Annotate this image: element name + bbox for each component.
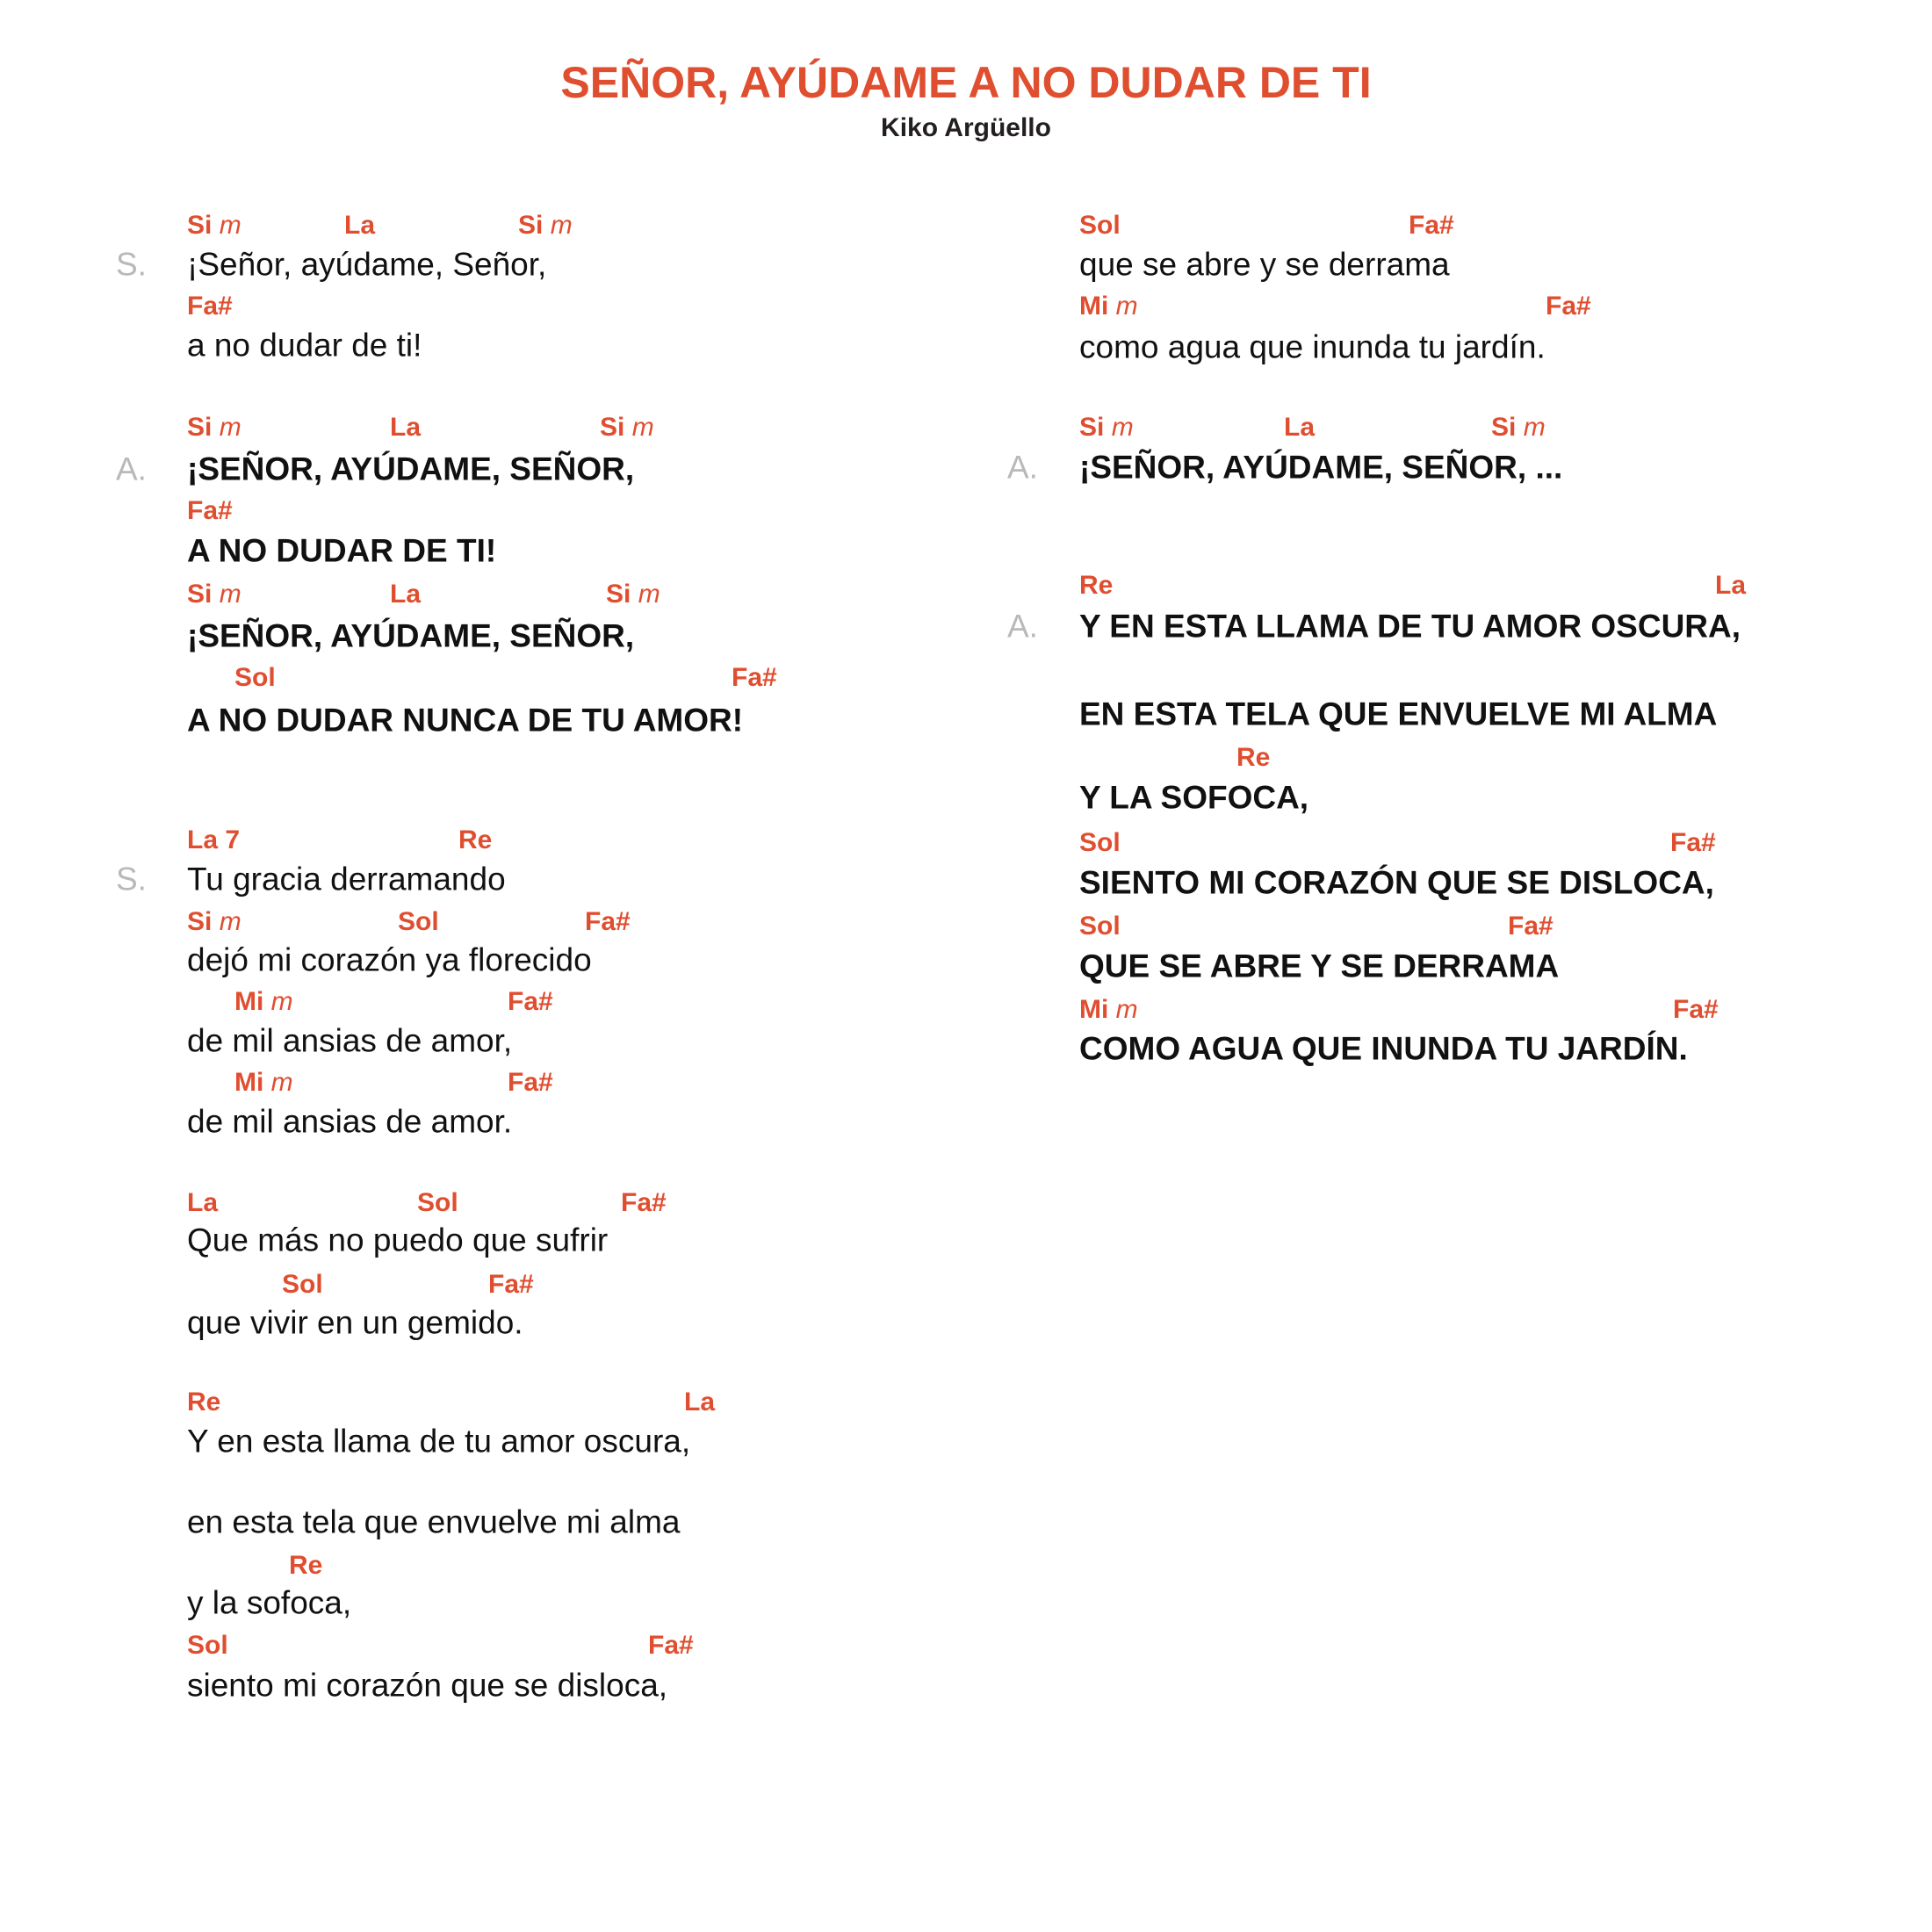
chord-minor-marker: m (631, 413, 654, 442)
chord-root: Fa# (488, 1270, 534, 1299)
chord (648, 1633, 694, 1659)
chord-minor-marker: m (550, 211, 573, 240)
chord-root: Si (1079, 413, 1105, 442)
lyric-line: a no dudar de ti! (187, 327, 422, 364)
lyric-line: Tu gracia derramando (187, 861, 506, 898)
chord (187, 1389, 220, 1416)
chord-root: Re (458, 825, 493, 854)
chord-root: Re (289, 1551, 323, 1580)
chord (390, 415, 421, 441)
chord-root: Re (187, 1388, 221, 1417)
chord-root: Mi (234, 987, 264, 1016)
lyric-line: Que más no puedo que sufrir (187, 1222, 609, 1258)
lyric-line: de mil ansias de amor, (187, 1022, 513, 1059)
chord-root: La (187, 1188, 219, 1217)
chord (1079, 293, 1138, 320)
assembly-lyric-line: SIENTO MI CORAZÓN QUE SE DISLOCA, (1079, 864, 1714, 901)
chord-root: Fa# (1673, 995, 1719, 1024)
chord (1079, 830, 1121, 856)
chord (344, 213, 375, 239)
assembly-lyric-line: A NO DUDAR NUNCA DE TU AMOR! (187, 702, 744, 739)
chord-root: Si (187, 580, 213, 609)
assembly-lyric-line: COMO AGUA QUE INUNDA TU JARDÍN. (1079, 1030, 1688, 1067)
chord-root: Sol (417, 1188, 458, 1217)
chord-root: La (344, 211, 376, 240)
chord-root: Fa# (187, 496, 233, 525)
song-author: Kiko Argüello (881, 113, 1051, 142)
chord (390, 581, 421, 608)
chord-root: Re (1236, 743, 1271, 772)
chord-root: Fa# (1409, 211, 1454, 240)
chord-root: La 7 (187, 825, 241, 854)
chord-root: Mi (1079, 995, 1109, 1024)
assembly-lyric-line: QUE SE ABRE Y SE DERRAMA (1079, 948, 1560, 984)
chord-root: Sol (282, 1270, 323, 1299)
chord-root: Si (187, 211, 213, 240)
lyric-line: y la sofoca, (187, 1584, 352, 1621)
assembly-lyric-line: Y EN ESTA LLAMA DE TU AMOR OSCURA, (1079, 608, 1741, 645)
chord (187, 827, 240, 854)
chord-root: La (684, 1388, 716, 1417)
chord-root: Si (600, 413, 625, 442)
chord (187, 581, 242, 608)
chord-root: Si (606, 580, 631, 609)
chord (187, 213, 242, 239)
chord (187, 415, 242, 441)
chord (1715, 573, 1746, 599)
chord-root: Fa# (187, 292, 233, 321)
chord (1079, 573, 1113, 599)
chord (1236, 745, 1270, 771)
chord-root: La (390, 413, 422, 442)
chord (1079, 213, 1121, 239)
chord (187, 498, 233, 524)
chord-root: Fa# (621, 1188, 667, 1217)
voice-label: A. (116, 451, 147, 487)
chord-root: La (1715, 571, 1747, 600)
chord (234, 989, 293, 1015)
chord (1670, 830, 1716, 856)
chord (518, 213, 573, 239)
chord (234, 1070, 293, 1096)
chord-root: Sol (1079, 912, 1121, 941)
chord (1079, 415, 1134, 441)
chord (508, 1070, 553, 1096)
chord-root: Sol (187, 1631, 228, 1660)
chord-root: Sol (1079, 211, 1121, 240)
chord (234, 665, 276, 691)
chord (187, 1190, 218, 1216)
chord (1491, 415, 1546, 441)
chord-root: Mi (234, 1068, 264, 1097)
chord-root: Fa# (508, 1068, 553, 1097)
chord-minor-marker: m (270, 987, 293, 1016)
chord-root: Fa# (648, 1631, 694, 1660)
voice-label: S. (116, 861, 147, 898)
assembly-lyric-line: EN ESTA TELA QUE ENVUELVE MI ALMA (1079, 696, 1718, 732)
chord-minor-marker: m (219, 907, 242, 936)
song-title: SEÑOR, AYÚDAME A NO DUDAR DE TI (560, 58, 1372, 107)
voice-label: S. (116, 246, 147, 283)
chord (187, 293, 233, 320)
chord-minor-marker: m (1115, 292, 1138, 321)
chord (458, 827, 492, 854)
chord-minor-marker: m (1523, 413, 1546, 442)
chord-root: Si (187, 413, 213, 442)
chord-root: Sol (1079, 828, 1121, 857)
chord-minor-marker: m (1111, 413, 1134, 442)
lyric-line: que se abre y se derrama (1079, 246, 1450, 283)
chord (1546, 293, 1591, 320)
chord-minor-marker: m (1115, 995, 1138, 1024)
assembly-lyric-line: ¡SEÑOR, AYÚDAME, SEÑOR, (187, 451, 635, 487)
chord-minor-marker: m (219, 413, 242, 442)
chord-root: Fa# (1546, 292, 1591, 321)
chord-minor-marker: m (638, 580, 660, 609)
chord (606, 581, 660, 608)
lyric-line: que vivir en un gemido. (187, 1304, 523, 1341)
lyric-line: siento mi corazón que se disloca, (187, 1667, 668, 1704)
chord-root: La (1284, 413, 1316, 442)
chord (398, 909, 439, 935)
chord-minor-marker: m (270, 1068, 293, 1097)
chord-root: Fa# (585, 907, 631, 936)
chord-root: Re (1079, 571, 1114, 600)
lyric-line: dejó mi corazón ya florecido (187, 941, 592, 978)
chord-minor-marker: m (219, 211, 242, 240)
chord (684, 1389, 715, 1416)
chord-root: Sol (398, 907, 439, 936)
chord (488, 1272, 534, 1298)
lyric-line: ¡Señor, ayúdame, Señor, (187, 246, 547, 283)
chord-root: Fa# (732, 663, 777, 692)
chord (282, 1272, 323, 1298)
chord-root: Si (518, 211, 544, 240)
chord-root: Si (187, 907, 213, 936)
voice-label: A. (1007, 449, 1038, 486)
chord-minor-marker: m (219, 580, 242, 609)
chord (585, 909, 631, 935)
chord-root: Fa# (1670, 828, 1716, 857)
chord (1508, 913, 1554, 940)
chord (187, 1633, 228, 1659)
chord (1079, 997, 1138, 1023)
assembly-lyric-line: ¡SEÑOR, AYÚDAME, SEÑOR, (187, 617, 635, 654)
chord (600, 415, 654, 441)
assembly-lyric-line: A NO DUDAR DE TI! (187, 532, 497, 569)
lyric-line: como agua que inunda tu jardín. (1079, 328, 1546, 365)
lyric-line: de mil ansias de amor. (187, 1103, 513, 1140)
chord (187, 909, 242, 935)
chord (417, 1190, 458, 1216)
voice-label: A. (1007, 608, 1038, 645)
chord-root: Fa# (508, 987, 553, 1016)
chord (289, 1553, 322, 1579)
assembly-lyric-line: ¡SEÑOR, AYÚDAME, SEÑOR, ... (1079, 449, 1563, 486)
assembly-lyric-line: Y LA SOFOCA, (1079, 779, 1309, 816)
chord-root: Si (1491, 413, 1517, 442)
lyric-line: en esta tela que envuelve mi alma (187, 1503, 681, 1540)
chord-root: Sol (234, 663, 276, 692)
chord (1409, 213, 1454, 239)
chord (1079, 913, 1121, 940)
chord (508, 989, 553, 1015)
chord (732, 665, 777, 691)
chord-root: Fa# (1508, 912, 1554, 941)
chord (1284, 415, 1315, 441)
chord (1673, 997, 1719, 1023)
chord-root: La (390, 580, 422, 609)
chord-root: Mi (1079, 292, 1109, 321)
lyric-line: Y en esta llama de tu amor oscura, (187, 1423, 691, 1460)
chord (621, 1190, 667, 1216)
